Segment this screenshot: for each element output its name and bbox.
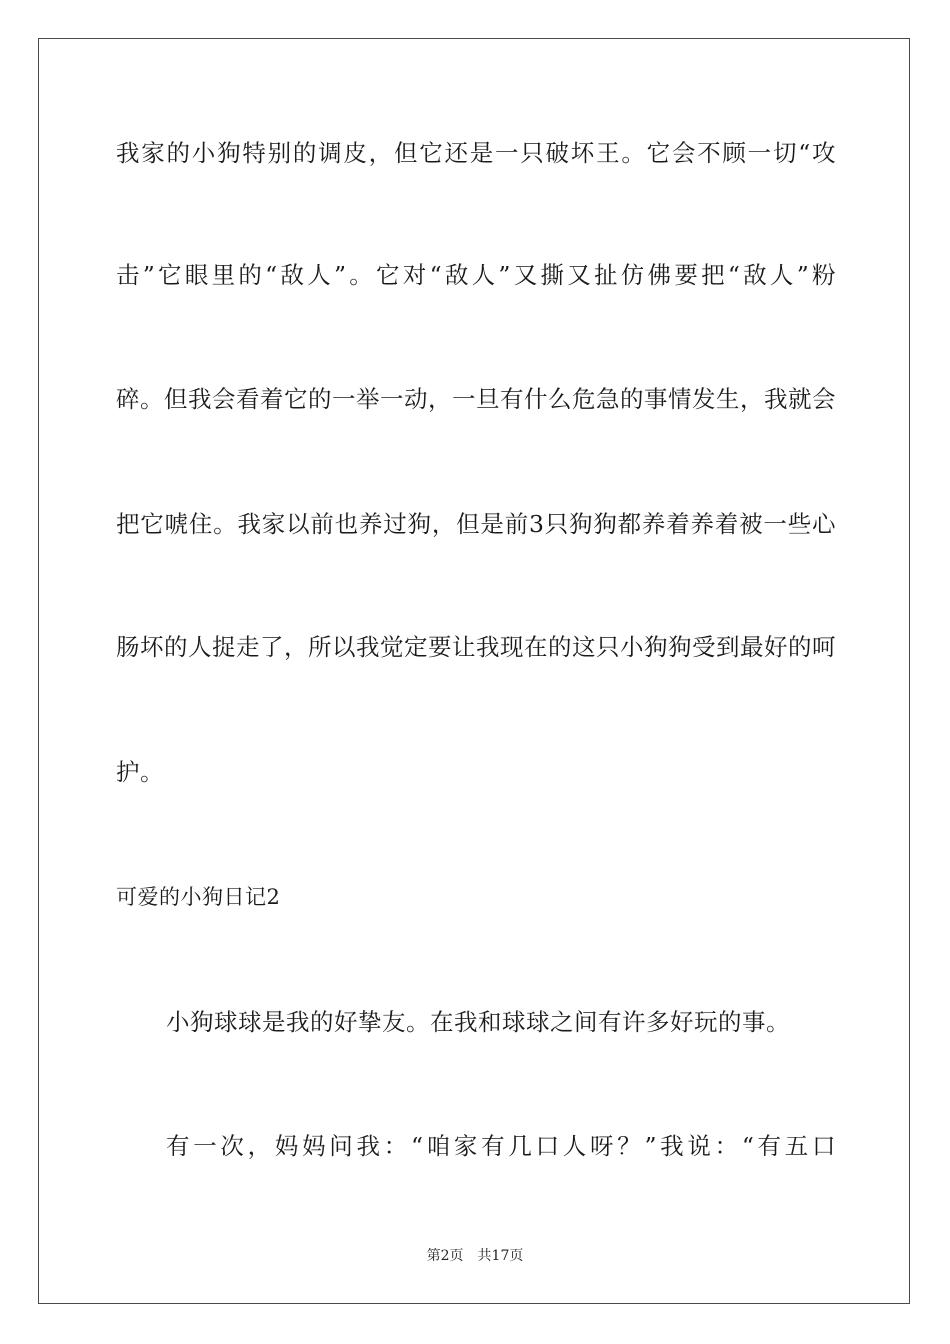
page-total: 共17页 <box>477 1248 524 1264</box>
body-text-line-6: 护。 <box>116 758 164 786</box>
body-text-line-2: 击”它眼里的“敌人”。它对“敌人”又撕又扯仿佛要把“敌人”粉 <box>116 261 836 289</box>
paragraph-line: 小狗球球是我的好挚友。在我和球球之间有许多好玩的事。 <box>166 1008 790 1036</box>
body-text-line-1: 我家的小狗特别的调皮，但它还是一只破坏王。它会不顾一切“攻 <box>116 139 836 167</box>
section-heading: 可爱的小狗日记2 <box>116 885 281 909</box>
page-number: 第2页 <box>426 1248 464 1264</box>
body-text-line-4: 把它唬住。我家以前也养过狗，但是前3只狗狗都养着养着被一些心 <box>116 510 836 538</box>
body-text-line-3: 碎。但我会看着它的一举一动，一旦有什么危急的事情发生，我就会 <box>116 385 836 413</box>
paragraph-line: 有一次，妈妈问我：“咱家有几口人呀？”我说：“有五口 <box>166 1132 836 1160</box>
page-border <box>38 38 910 1304</box>
page-footer <box>0 1246 950 1266</box>
body-text-line-5: 肠坏的人捉走了，所以我觉定要让我现在的这只小狗狗受到最好的呵 <box>116 633 836 661</box>
